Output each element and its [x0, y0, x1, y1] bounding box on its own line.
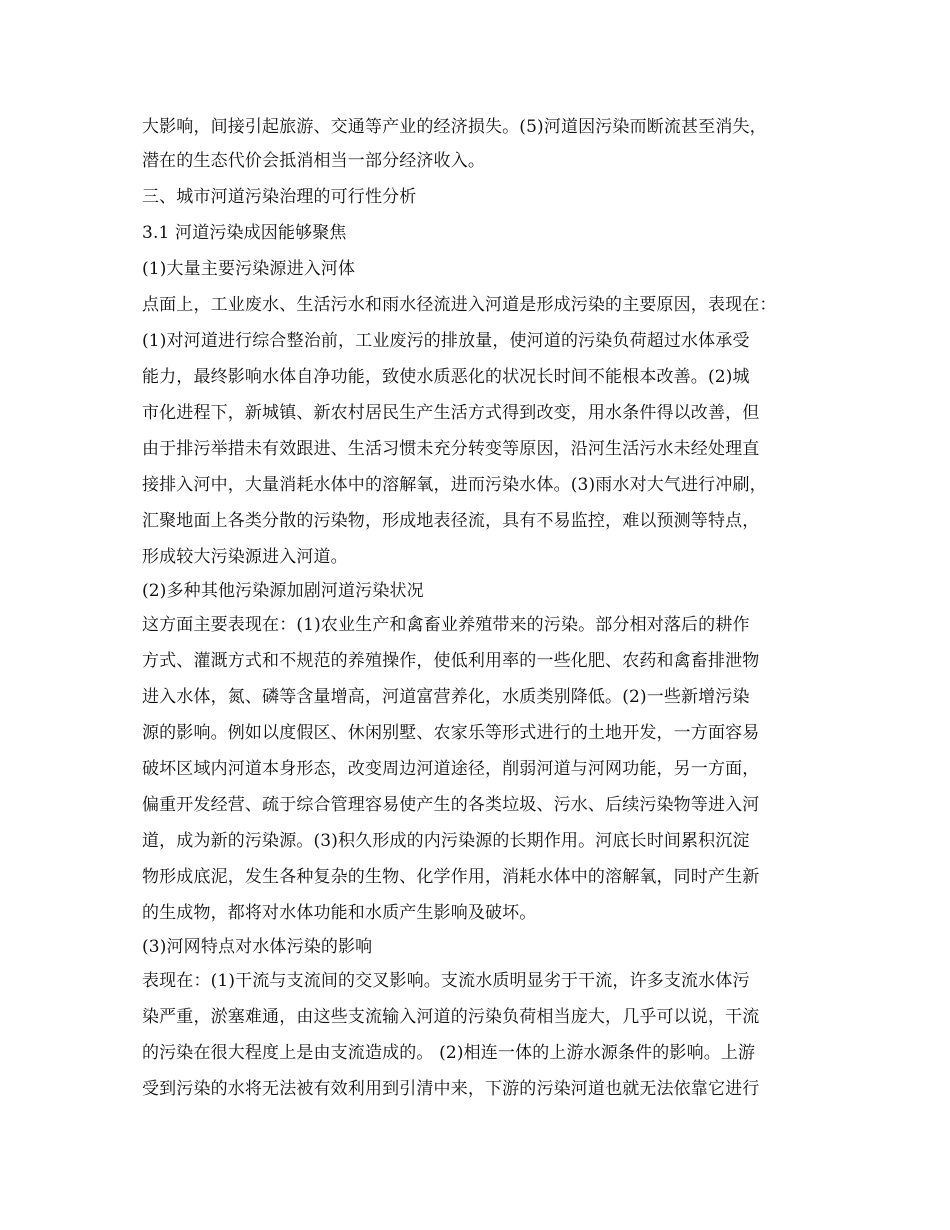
paragraph-line: 这方面主要表现在：(1)农业生产和禽畜业养殖带来的污染。部分相对落后的耕作: [142, 615, 750, 635]
sub-subsection-heading: (2)多种其他污染源加剧河道污染状况: [142, 581, 424, 601]
sub-subsection-heading: (3)河网特点对水体污染的影响: [142, 937, 373, 957]
section-heading: 三、城市河道污染治理的可行性分析: [142, 187, 417, 207]
paragraph-line: 汇聚地面上各类分散的污染物，形成地表径流，具有不易监控，难以预测等特点，: [142, 511, 760, 531]
paragraph-line: 进入水体，氮、磷等含量增高，河道富营养化，水质类别降低。(2)一些新增污染: [142, 687, 750, 707]
paragraph-line: 破坏区域内河道本身形态，改变周边河道途径，削弱河道与河网功能，另一方面，: [142, 759, 760, 779]
paragraph-line: 表现在：(1)干流与支流间的交叉影响。支流水质明显劣于干流，许多支流水体污: [142, 971, 750, 991]
paragraph-line: 受到污染的水将无法被有效利用到引清中来，下游的污染河道也就无法依靠它进行: [142, 1079, 760, 1099]
paragraph-line: 市化进程下，新城镇、新农村居民生产生活方式得到改变，用水条件得以改善，但: [142, 403, 760, 423]
paragraph-line: 染严重，淤塞难通，由这些支流输入河道的污染负荷相当庞大，几乎可以说，干流: [142, 1007, 760, 1027]
paragraph-line: 的污染在很大程度上是由支流造成的。 (2)相连一体的上游水源条件的影响。上游: [142, 1043, 756, 1063]
paragraph-line: 由于排污举措未有效跟进、生活习惯未充分转变等原因，沿河生活污水未经处理直: [142, 439, 760, 459]
subsection-heading: 3.1 河道污染成因能够聚焦: [142, 223, 347, 243]
paragraph-line: 物形成底泥，发生各种复杂的生物、化学作用，消耗水体中的溶解氧，同时产生新: [142, 867, 760, 887]
paragraph-line: (1)对河道进行综合整治前，工业废污的排放量，使河道的污染负荷超过水体承受: [142, 331, 750, 351]
paragraph-line: 大影响，间接引起旅游、交通等产业的经济损失。(5)河道因污染而断流甚至消失，: [142, 117, 767, 137]
paragraph-line: 方式、灌溉方式和不规范的养殖操作，使低利用率的一些化肥、农药和禽畜排泄物: [142, 651, 760, 671]
paragraph-line: 潜在的生态代价会抵消相当一部分经济收入。: [142, 151, 485, 171]
paragraph-line: 接排入河中，大量消耗水体中的溶解氧，进而污染水体。(3)雨水对大气进行冲刷，: [142, 475, 767, 495]
paragraph-line: 能力，最终影响水体自净功能，致使水质恶化的状况长时间不能根本改善。(2)城: [142, 367, 750, 387]
paragraph-line: 道，成为新的污染源。(3)积久形成的内污染源的长期作用。河底长时间累积沉淀: [142, 831, 750, 851]
paragraph-line: 点面上，工业废水、生活污水和雨水径流进入河道是形成污染的主要原因，表现在：: [142, 295, 777, 315]
paragraph-line: 偏重开发经营、疏于综合管理容易使产生的各类垃圾、污水、后续污染物等进入河: [142, 795, 760, 815]
sub-subsection-heading: (1)大量主要污染源进入河体: [142, 259, 356, 279]
paragraph-line: 的生成物，都将对水体功能和水质产生影响及破坏。: [142, 903, 537, 923]
paragraph-line: 源的影响。例如以度假区、休闲别墅、农家乐等形式进行的土地开发，一方面容易: [142, 723, 760, 743]
paragraph-line: 形成较大污染源进入河道。: [142, 547, 348, 567]
